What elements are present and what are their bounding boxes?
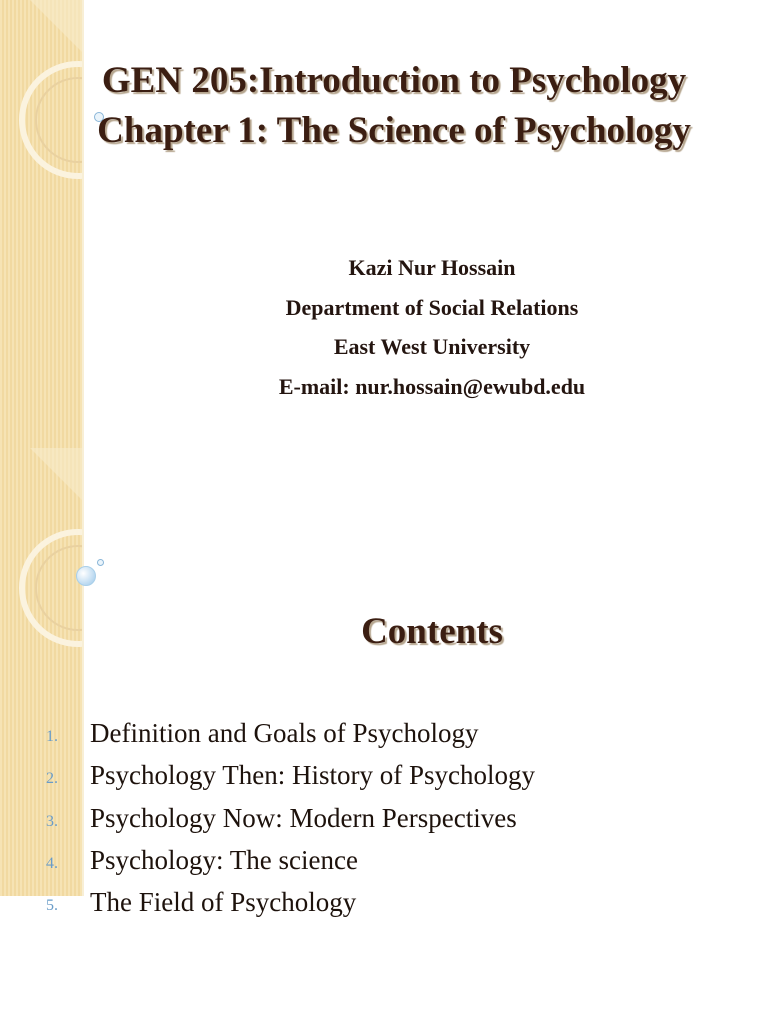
- bubble-small-icon: [97, 559, 104, 566]
- list-item-label: Definition and Goals of Psychology: [90, 718, 479, 748]
- slide-title: [40, 56, 748, 156]
- chapter-title: Chapter 1: The Science of Psychology: [97, 110, 691, 151]
- list-item: [0, 883, 768, 925]
- list-item: [0, 841, 768, 883]
- author-name: Kazi Nur Hossain: [348, 255, 516, 280]
- list-item: [0, 714, 768, 756]
- university: East West University: [333, 334, 531, 359]
- author-info: [96, 248, 768, 406]
- department: Department of Social Relations: [285, 294, 579, 320]
- list-number: 3.: [46, 812, 58, 830]
- list-number: 2.: [46, 770, 58, 788]
- list-item-label: Psychology Now: Modern Perspectives: [90, 802, 517, 833]
- bubble-large-icon: [76, 566, 96, 586]
- contents-heading: Contents: [361, 611, 503, 652]
- list-number: 4.: [46, 854, 58, 872]
- list-item: [0, 799, 768, 841]
- list-item-label: Psychology: The science: [90, 844, 358, 875]
- list-item-label: The Field of Psychology: [90, 887, 357, 918]
- email: E-mail: nur.hossain@ewubd.edu: [278, 373, 586, 399]
- list-number: 1.: [46, 728, 58, 745]
- contents-list: [0, 714, 768, 925]
- list-item: [0, 756, 768, 798]
- course-title: GEN 205:Introduction to Psychology: [101, 60, 687, 101]
- list-number: 5.: [46, 897, 58, 915]
- list-item-label: Psychology Then: History of Psychology: [90, 760, 535, 791]
